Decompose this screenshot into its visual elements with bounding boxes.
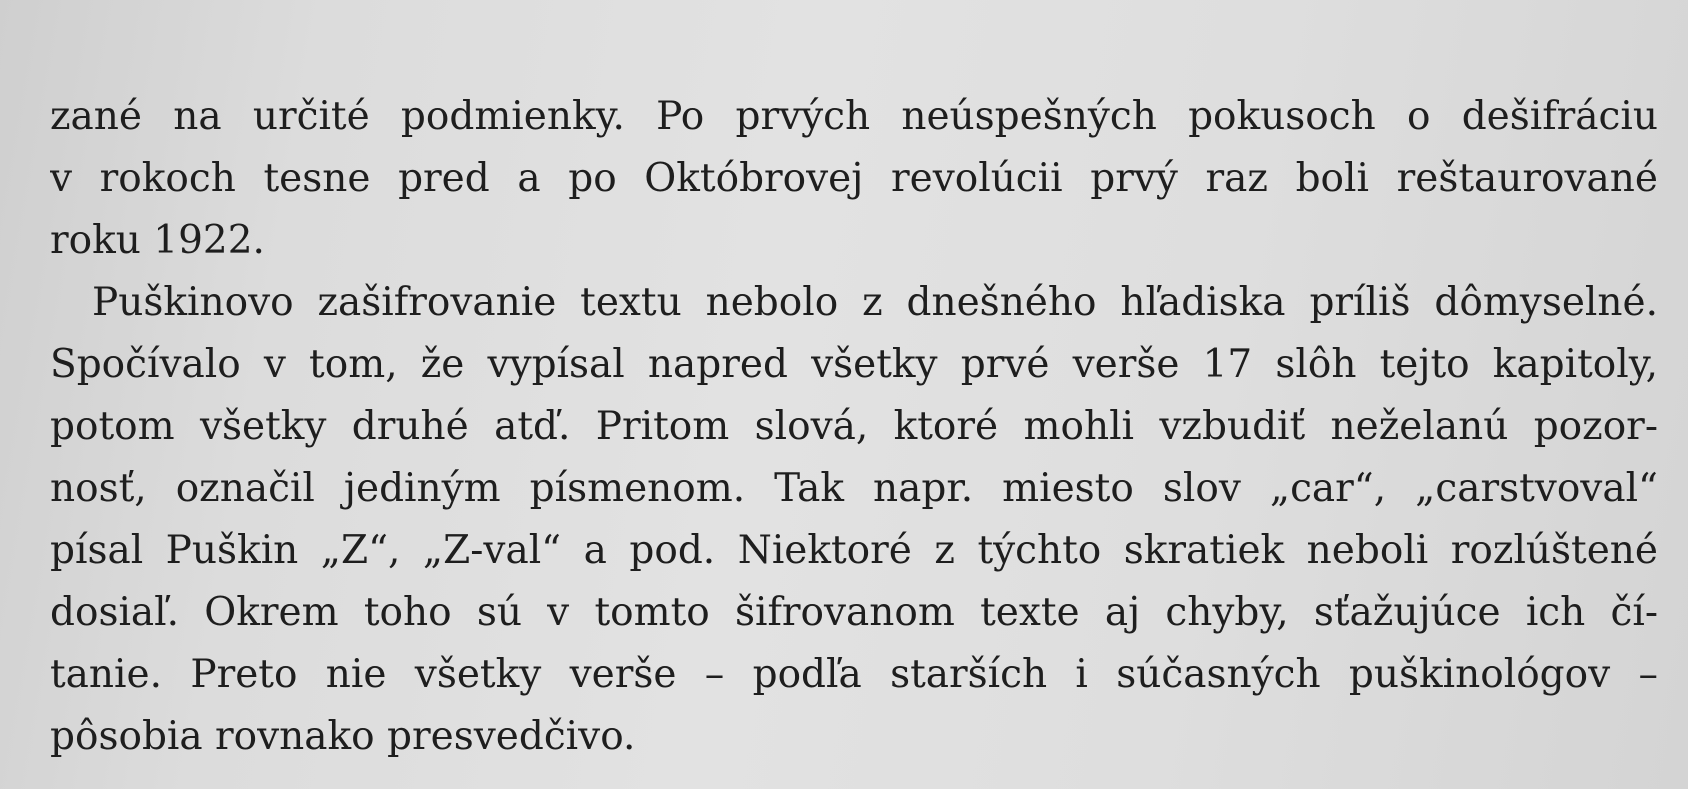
text-line: v rokoch tesne pred a po Októbrovej revolúcii prvý raz boli reštaurované <box>50 156 1658 201</box>
body-text <box>50 86 1658 768</box>
text-line: Spočívalo v tom, že vypísal napred všetky prvé verše 17 slôh tejto kapitoly, <box>50 342 1658 387</box>
paragraph-1 <box>50 86 1658 272</box>
text-line: písal Puškin „Z“, „Z-val“ a pod. Niektoré z týchto skratiek neboli rozlúštené <box>50 528 1658 573</box>
text-line: roku 1922. <box>50 218 265 263</box>
text-line: nosť, označil jediným písmenom. Tak napr. miesto slov „car“, „carstvoval“ <box>50 466 1658 511</box>
text-line: tanie. Preto nie všetky verše – podľa starších i súčasných puškinológov – <box>50 652 1658 697</box>
text-line: dosiaľ. Okrem toho sú v tomto šifrovanom texte aj chyby, sťažujúce ich čí- <box>50 590 1658 635</box>
paragraph-2 <box>50 272 1658 768</box>
text-line: potom všetky druhé atď. Pritom slová, ktoré mohli vzbudiť neželanú pozor- <box>50 404 1658 449</box>
text-line: zané na určité podmienky. Po prvých neúspešných pokusoch o dešifráciu <box>50 94 1658 139</box>
text-line: Puškinovo zašifrovanie textu nebolo z dnešného hľadiska príliš dômyselné. <box>92 280 1658 325</box>
text-line: pôsobia rovnako presvedčivo. <box>50 714 636 759</box>
